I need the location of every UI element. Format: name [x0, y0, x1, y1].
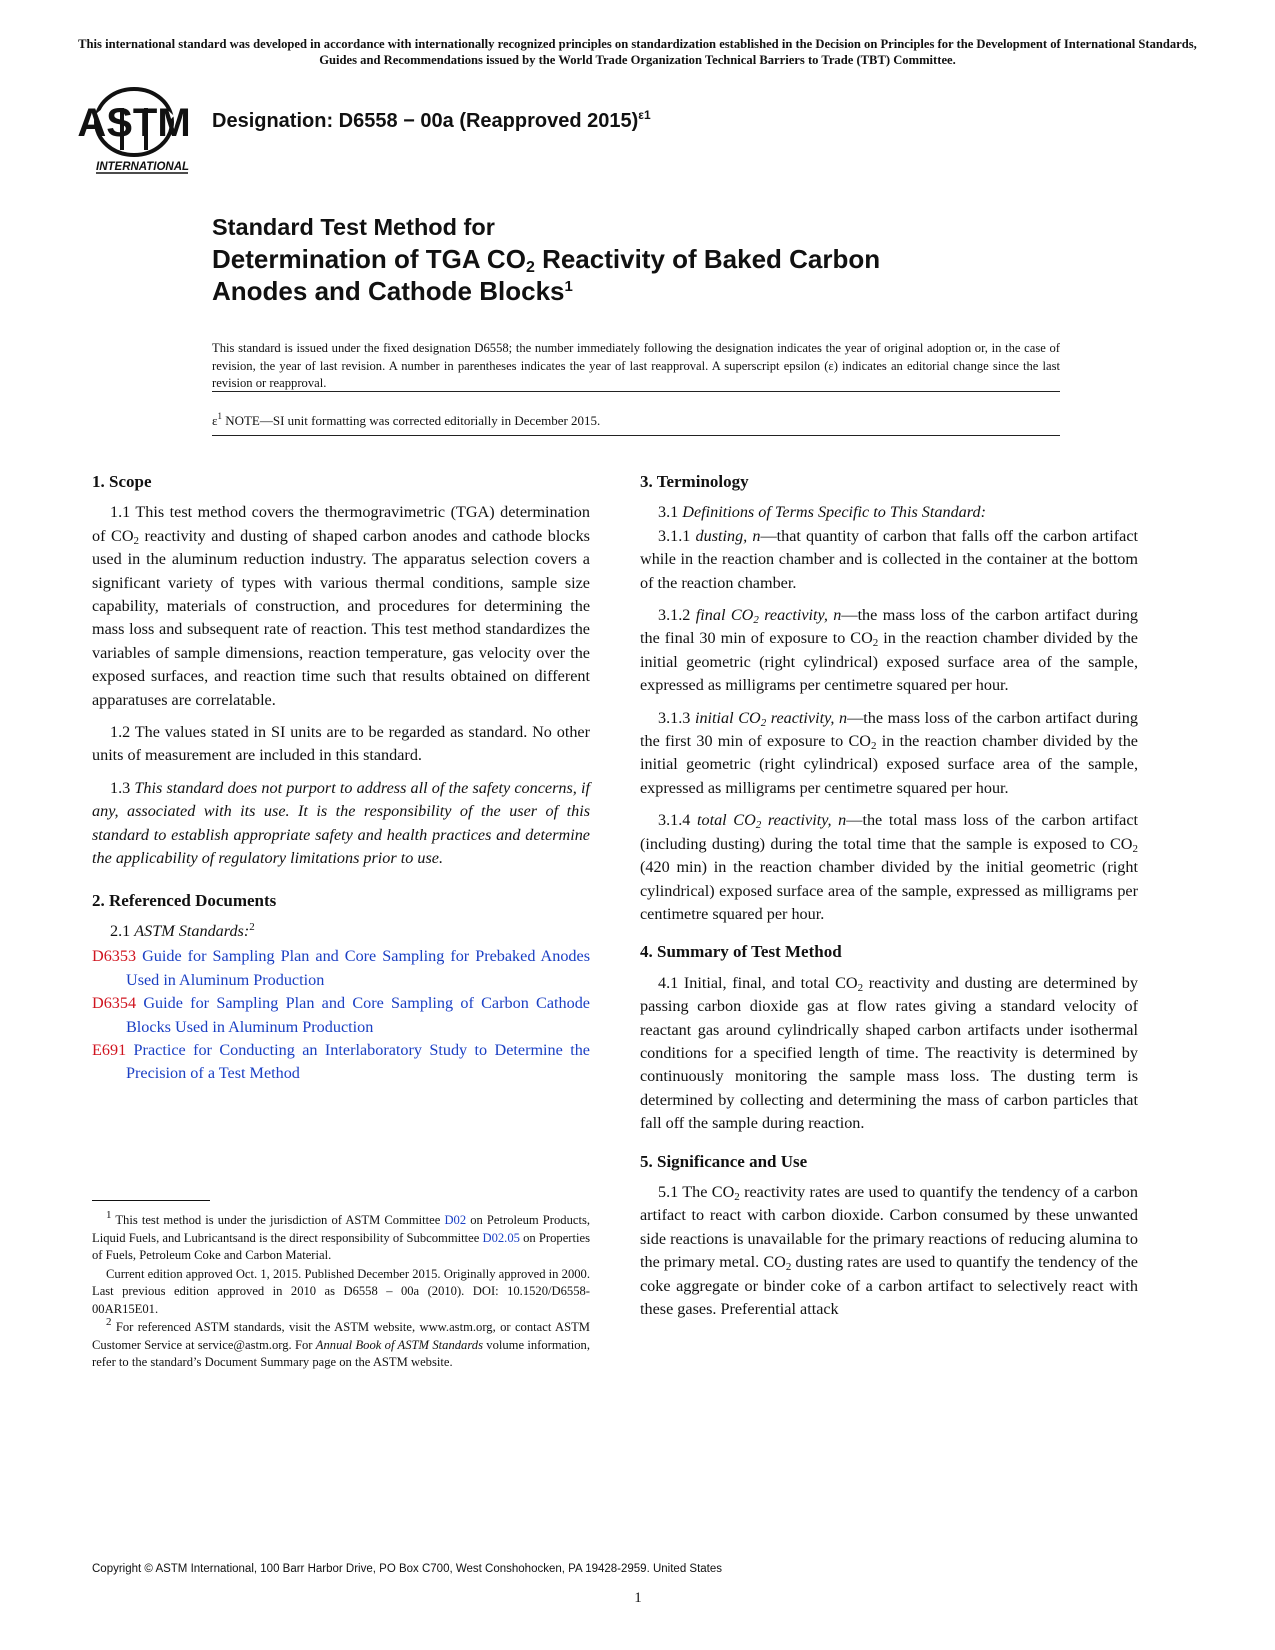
paragraph-1-2: 1.2 The values stated in SI units are to be regarded as standard. No other units of measurement are included in this standard. — [92, 723, 590, 765]
committee-link[interactable]: D02 — [444, 1213, 467, 1227]
title-line-3: Anodes and Cathode Blocks$^1$ — [212, 276, 573, 306]
left-column — [92, 470, 590, 1086]
international-standard-notice: This international standard was developed in accordance with internationally recognized principles on standardization established in the Decision on Principles for the Development of International Standards, Guides and Recommendations issued by the World Trade Organization Technical Barriers to Trade (TBT) Committee. — [78, 37, 1197, 67]
logo-international-text: INTERNATIONAL — [96, 161, 190, 173]
title-line-1: Standard Test Method for — [212, 214, 495, 240]
paragraph-4-1: 4.1 Initial, final, and total $CO_2$ reactivity and dusting are determined by passing carbon dioxide gas at flow rates giving a standard velocity of reactant gas around cylindrically shaped carbon artifacts under isothermal conditions for a specified length of time. The reactivity is determined by continuously monitoring the sample mass loss. The dusting term is determined by collecting and determining the mass of carbon particles that fall off the sample during reaction. — [640, 973, 1138, 1133]
divider — [212, 435, 1060, 436]
section-heading-significance: 5. Significance and Use — [640, 1151, 808, 1171]
astm-logo — [77, 88, 202, 176]
section-heading-scope: 1. Scope — [92, 472, 152, 491]
reference-d6353[interactable]: D6353 Guide for Sampling Plan and Core Sampling for Prebaked Anodes Used in Aluminum Production — [92, 947, 590, 989]
paragraph-1-3: 1.3 This standard does not purport to address all of the safety concerns, if any, associated with its use. It is the responsibility of the user of this standard to establish appropriate safety and health practices and determine the applicability of regulatory limitations prior to use. — [92, 778, 590, 868]
footnote-1-edition: Current edition approved Oct. 1, 2015. Published December 2015. Originally approved in 2000. Last previous edition approved in 2010 as D6558 – 00a (2010). DOI: 10.1520/D6558-00AR15E01. — [92, 1266, 590, 1316]
reference-e691[interactable]: E691 Practice for Conducting an Interlaboratory Study to Determine the Precision of a Test Method — [92, 1040, 590, 1083]
copyright-notice: Copyright © ASTM International, 100 Barr Harbor Drive, PO Box C700, West Conshohocken, PA 19428-2959. United States — [92, 1563, 723, 1575]
paragraph-5-1: 5.1 The $CO_2$ reactivity rates are used to quantify the tendency of a carbon artifact to react with carbon dioxide. Carbon consumed by these unwanted side reactions is unavailable for the primary reactions of reducing alumina to the primary metal. $CO_2$ dusting rates are used to quantify the tendency of the coke aggregate or binder coke of a carbon artifact to selectively react with these gases. Preferential attack — [640, 1182, 1138, 1318]
footnote-rule — [92, 1200, 210, 1201]
term-dusting: 3.1.1 dusting, n—that quantity of carbon that falls off the carbon artifact while in the reaction chamber and is collected in the container at the bottom of the reaction chamber. — [640, 526, 1138, 592]
designation: Designation: D6558 − 00a (Reapproved 2015)$^{\varepsilon 1}$ — [212, 108, 651, 132]
reference-d6354[interactable]: D6354 Guide for Sampling Plan and Core Sampling of Carbon Cathode Blocks Used in Aluminum Production — [92, 994, 590, 1036]
term-final-reactivity: 3.1.2 final $CO_2$ reactivity, n—the mass loss of the carbon artifact during the final 30 min of exposure to $CO_2$ in the reaction chamber divided by the initial geometric (right cylindrical) exposed surface area of the sample, expressed as milligrams per centimetre squared per hour. — [640, 606, 1139, 695]
subcommittee-link[interactable]: D02.05 — [482, 1230, 520, 1245]
svg-text:ASTM: ASTM — [77, 101, 191, 145]
term-total-reactivity: 3.1.4 total $CO_2$ reactivity, n—the total mass loss of the carbon artifact (including dusting) during the total time that the sample is exposed to $CO_2$ (420 min) in the reaction chamber divided by the initial geometric (right cylindrical) exposed surface area of the sample, expressed as milligrams per centimetre squared per hour. — [640, 811, 1138, 923]
designation-epsilon: ε1 — [638, 108, 651, 122]
footnotes — [92, 1209, 590, 1373]
footnote-2: $^2$ For referenced ASTM standards, visit the ASTM website, www.astm.org, or contact ASTM Customer Service at service@astm.org. For Annual Book of ASTM Standards volume information, refer to the standard’s Document Summary page on the ASTM website. — [92, 1316, 590, 1369]
section-heading-terminology: 3. Terminology — [640, 472, 749, 491]
document-title — [212, 211, 880, 307]
paragraph-2-1: 2.1 ASTM Standards:$^2$ — [110, 920, 255, 940]
paragraph-3-1: 3.1 Definitions of Terms Specific to This Standard: — [658, 503, 986, 522]
section-heading-summary: 4. Summary of Test Method — [640, 942, 842, 962]
right-column — [640, 470, 1138, 1330]
paragraph-1-1: 1.1 This test method covers the thermogravimetric (TGA) determination of $CO_2$ reactivity and dusting of shaped carbon anodes and cathode blocks used in the aluminum reduction industry. The apparatus selection covers a significant variety of types with various thermal conditions, sample size capability, materials of construction, and procedures for determining the mass loss and subsequent rate of reaction. This test method standardizes the variables of sample dimensions, reaction temperature, gas velocity over the exposed surfaces, and reaction time such that results obtained on different apparatuses are correlatable. — [92, 503, 590, 709]
section-heading-referenced-documents: 2. Referenced Documents — [92, 890, 277, 910]
page-number: 1 — [634, 1590, 642, 1606]
issue-note: This standard is issued under the fixed designation D6558; the number immediately following the designation indicates the year of original adoption or, in the case of revision, the year of last revision. A number in parentheses indicates the year of last reapproval. A superscript epsilon (ε) indicates an editorial change since the last revision or reapproval. — [212, 341, 1060, 390]
epsilon-note: $\varepsilon^1$ NOTE—SI unit formatting was corrected editorially in December 2015. — [212, 411, 601, 428]
title-line-2: Determination of TGA $CO_2$ Reactivity of Baked Carbon — [212, 244, 881, 276]
footnote-1: $^1$ This test method is under the jurisdiction of ASTM Committee D02 on Petroleum Products, Liquid Fuels, and Lubricantsand is the direct responsibility of Subcommittee D02.05 on Properties of Fuels, Petroleum Coke and Carbon Material. — [92, 1209, 590, 1262]
divider — [212, 391, 1060, 392]
term-initial-reactivity: 3.1.3 initial $CO_2$ reactivity, n—the mass loss of the carbon artifact during the first 30 min of exposure to $CO_2$ in the reaction chamber divided by the initial geometric (right cylindrical) exposed surface area of the sample, expressed as milligrams per centimetre squared per hour. — [640, 708, 1138, 797]
